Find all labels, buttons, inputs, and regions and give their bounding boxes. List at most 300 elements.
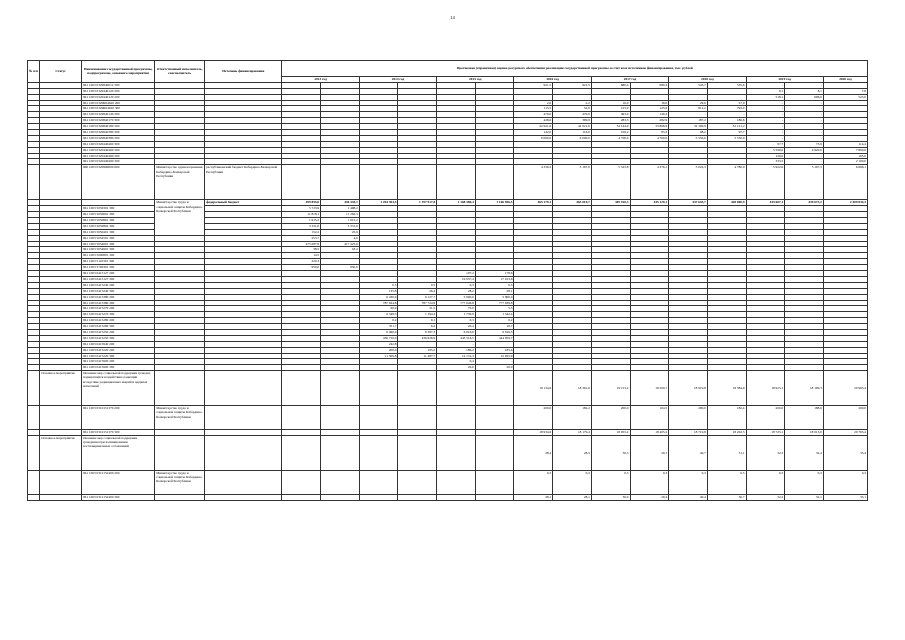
value-cell: 4 780,0 — [707, 165, 746, 200]
value-cell: 518,1 — [746, 94, 785, 100]
value-cell: 812,2 — [669, 106, 708, 112]
value-cell: 18 013,0 — [785, 430, 824, 436]
year-header: 2019 год — [746, 77, 823, 83]
value-cell: 0,3 — [823, 471, 867, 495]
value-cell: 0,2 — [359, 318, 398, 324]
code-cell: 961 1003 0415240 200 — [81, 282, 154, 288]
value-cell: 242,8 — [359, 341, 398, 347]
value-cell: - — [785, 112, 824, 118]
value-cell: 1 915,2 — [321, 218, 360, 224]
value-cell: - — [359, 271, 398, 277]
code-cell: 961 1003 0312152400 300 — [81, 495, 154, 501]
value-cell: 950,0 — [282, 265, 321, 271]
value-cell: 5,3 — [475, 306, 514, 312]
value-cell: 20,0 — [475, 365, 514, 371]
value-cell — [359, 406, 398, 430]
value-cell — [321, 165, 360, 200]
value-cell — [398, 436, 437, 471]
value-cell: - — [359, 276, 398, 282]
value-cell: 18 934,6 — [514, 430, 553, 436]
value-cell: 7 800,0 — [823, 147, 867, 153]
num-cell — [28, 406, 40, 430]
value-cell: 25,6 — [321, 229, 360, 235]
value-cell: 30,0 — [591, 495, 630, 501]
value-cell: 152,2 — [282, 229, 321, 235]
value-cell: 5 022,3 — [669, 165, 708, 200]
value-cell: 0,3 — [669, 471, 708, 495]
value-cell: 0,3 — [514, 471, 553, 495]
value-cell: 543,7 — [669, 82, 708, 88]
code-cell: 961 1003 0415127 300 — [81, 276, 154, 282]
value-cell: 0,3 — [553, 471, 592, 495]
source-cell — [205, 495, 282, 501]
header-num: № п/п — [28, 61, 40, 83]
value-cell: 28,1 — [514, 495, 553, 501]
value-cell: - — [785, 159, 824, 165]
value-cell: 777 639,8 — [475, 300, 514, 306]
executor-cell: Министерство труда и социальной защиты Кабардино-Балкарской Республики — [155, 200, 205, 235]
value-cell: 40,7 — [669, 436, 708, 471]
value-cell: - — [785, 153, 824, 159]
value-cell: - — [785, 130, 824, 136]
value-cell — [359, 436, 398, 471]
value-cell: 5 723,9 — [282, 206, 321, 212]
value-cell: 195,0 — [823, 153, 867, 159]
executor-cell: Министерство здравоохранения Кабардино-Балкарской Республики — [155, 165, 205, 200]
source-cell — [205, 406, 282, 430]
value-cell: 18 719,8 — [669, 430, 708, 436]
value-cell: 0,1 — [398, 318, 437, 324]
value-cell: 463 010,7 — [553, 200, 592, 206]
value-cell: 437 643,7 — [669, 200, 708, 206]
value-cell: 5 900,0 — [475, 294, 514, 300]
status-cell — [40, 471, 82, 495]
value-cell: 6 490,0 — [359, 329, 398, 335]
header-forecast: Прогнозная (справочная) оценка ресурсного обеспечения реализации государственной программы за счет всех источников финансирования, тыс. рублей — [282, 61, 868, 77]
value-cell: - — [746, 100, 785, 106]
value-cell: 29,6 — [669, 100, 708, 106]
value-cell: 182,4 — [707, 406, 746, 430]
code-cell: 961 1003 0415270 200 — [81, 306, 154, 312]
num-cell — [28, 165, 40, 200]
year-header: 2020 год — [823, 77, 867, 83]
value-cell: 6,4 — [398, 324, 437, 330]
header-status: Статус — [40, 61, 82, 83]
code-cell: 961 1003 5090801 300 — [81, 253, 154, 259]
code-cell: 961 1003 0415250 300 — [81, 335, 154, 341]
value-cell: 18 384,9 — [707, 371, 746, 406]
value-cell: 18 199,3 — [785, 371, 824, 406]
value-cell: 20,4 — [437, 324, 476, 330]
value-cell: 6 000,0 — [514, 135, 553, 141]
value-cell: 1 204 394,5 — [359, 200, 398, 206]
value-cell: 200,0 — [746, 406, 785, 430]
value-cell: 104,5 — [630, 406, 669, 430]
value-cell: 98,2 — [669, 130, 708, 136]
value-cell: 32 300,9 — [669, 124, 708, 130]
value-cell: 188,6 — [785, 406, 824, 430]
code-cell: 961 1003 0320840380 300 — [81, 135, 154, 141]
value-cell: 185,6 — [475, 347, 514, 353]
year-header: 2018 год — [669, 77, 746, 83]
value-cell: 3 331,6 — [321, 223, 360, 229]
value-cell: 28,1 — [553, 495, 592, 501]
value-cell: 282,9 — [630, 118, 669, 124]
code-cell: 961 1003 5050801 300 — [81, 218, 154, 224]
value-cell: - — [746, 82, 785, 88]
value-cell: - — [785, 118, 824, 124]
value-cell: 1 915,2 — [282, 218, 321, 224]
value-cell: 34 144,0 — [591, 124, 630, 130]
table-row — [28, 471, 868, 495]
value-cell: 449 910,3 — [591, 200, 630, 206]
value-cell: 149,4 — [630, 112, 669, 118]
header-source: Источник финансирования — [205, 61, 282, 83]
code-cell: 961 1003 5050401 300 — [81, 229, 154, 235]
value-cell: 20,0 — [437, 365, 476, 371]
status-cell — [40, 406, 82, 430]
value-cell — [475, 495, 514, 501]
value-cell: 116,0 — [553, 130, 592, 136]
value-cell: 220,3 — [282, 259, 321, 265]
value-cell — [282, 165, 321, 200]
value-cell: 16,0 — [630, 100, 669, 106]
value-cell: 5 323,8 — [591, 165, 630, 200]
value-cell: 1 166 956,5 — [475, 200, 514, 206]
status-cell: Основное мероприятие — [40, 436, 82, 471]
value-cell: 5 590,0 — [746, 147, 785, 153]
code-cell: 961 1003 0415380 200 — [81, 294, 154, 300]
value-cell — [437, 371, 476, 406]
value-cell: 6 349,3 — [359, 312, 398, 318]
value-cell: 19 134,6 — [514, 371, 553, 406]
value-cell: 333,5 — [746, 159, 785, 165]
year-header: 2014 год — [359, 77, 436, 83]
value-cell: 680,4 — [630, 82, 669, 88]
value-cell: 18 179,4 — [553, 430, 592, 436]
value-cell: 2,6 — [514, 100, 553, 106]
value-cell: 28,3 — [553, 436, 592, 471]
value-cell: 135,8 — [359, 288, 398, 294]
value-cell: 18 509,7 — [630, 371, 669, 406]
value-cell: 0,3 — [437, 318, 476, 324]
code-cell: 961 1003 5700391 300 — [81, 265, 154, 271]
value-cell: 443 607,1 — [746, 200, 785, 206]
value-cell: 32,5 — [746, 436, 785, 471]
value-cell: 28,2 — [437, 288, 476, 294]
value-cell: 14,5 — [282, 253, 321, 259]
value-cell — [282, 471, 321, 495]
value-cell — [398, 406, 437, 430]
value-cell: 436 626,9 — [398, 335, 437, 341]
value-cell: 0,3 — [707, 471, 746, 495]
value-cell: 52,9 — [553, 106, 592, 112]
value-cell: 3 331,6 — [282, 223, 321, 229]
value-cell: 32,4 — [785, 436, 824, 471]
value-cell — [282, 495, 321, 501]
value-cell: 8,1 — [746, 88, 785, 94]
value-cell: 42 921,6 — [553, 124, 592, 130]
value-cell: 28,4 — [514, 436, 553, 471]
value-cell: 18 361,6 — [553, 371, 592, 406]
value-cell — [437, 495, 476, 501]
value-cell — [359, 495, 398, 501]
value-cell: 0,3 — [591, 471, 630, 495]
value-cell — [475, 371, 514, 406]
value-cell: 200,0 — [514, 406, 553, 430]
source-cell — [205, 436, 282, 471]
code-cell: 961 1003 0310151370 300 — [81, 430, 154, 436]
value-cell — [398, 371, 437, 406]
num-cell — [28, 495, 40, 501]
value-cell: 777 646,8 — [437, 300, 476, 306]
value-cell: 4,6 — [321, 235, 360, 241]
value-cell — [321, 406, 360, 430]
executor-cell: Министерство труда и социальной защиты Кабардино-Балкарской Республики — [155, 471, 205, 495]
value-cell: 32,1 — [785, 495, 824, 501]
value-cell: 200,0 — [591, 406, 630, 430]
value-cell: 11 509,8 — [359, 353, 398, 359]
value-cell: 493,0 — [591, 112, 630, 118]
value-cell — [359, 165, 398, 200]
value-cell: - — [707, 112, 746, 118]
value-cell — [437, 406, 476, 430]
value-cell: 21,5 — [398, 306, 437, 312]
value-cell: 16,0 — [591, 100, 630, 106]
value-cell: 1 194,4 — [398, 312, 437, 318]
value-cell: 30,7 — [707, 495, 746, 501]
code-cell: 961 1003 0320440490 300 — [81, 159, 154, 165]
num-cell — [28, 371, 40, 406]
value-cell: 8,1 — [785, 88, 824, 94]
value-cell: 200,0 — [359, 347, 398, 353]
value-cell: 30,3 — [591, 436, 630, 471]
value-cell: 29,4 — [630, 495, 669, 501]
value-cell: 33,4 — [823, 436, 867, 471]
code-cell: 961 1003 0320840170 300 — [81, 118, 154, 124]
value-cell: 283,3 — [591, 118, 630, 124]
code-cell: 961 1003 0415127 200 — [81, 271, 154, 277]
value-cell: 4 330,2 — [514, 165, 553, 200]
value-cell — [398, 165, 437, 200]
value-cell: 20 963,4 — [823, 371, 867, 406]
value-cell: 38,5 — [282, 247, 321, 253]
code-cell: 961 1003 5054691 300 — [81, 241, 154, 247]
value-cell: - — [321, 253, 360, 259]
value-cell: 6 397,3 — [398, 329, 437, 335]
value-cell: 475 687,9 — [282, 241, 321, 247]
value-cell: 12 055,9 — [475, 353, 514, 359]
value-cell: - — [475, 359, 514, 365]
value-cell: - — [746, 118, 785, 124]
value-cell: 6 666,1 — [823, 165, 867, 200]
value-cell — [321, 495, 360, 501]
value-cell: - — [746, 124, 785, 130]
value-cell: 120,0 — [746, 153, 785, 159]
value-cell: 70,0 — [437, 306, 476, 312]
value-cell: 26,4 — [398, 288, 437, 294]
code-cell: 961 1003 5050691 300 — [81, 212, 154, 218]
value-cell: 0,3 — [437, 282, 476, 288]
value-cell: 0,2 — [475, 318, 514, 324]
value-cell: 5 550,0 — [707, 135, 746, 141]
code-cell: 961 1003 0320440120 200 — [81, 88, 154, 94]
value-cell: 6 127,7 — [398, 294, 437, 300]
value-cell: 106,2 — [591, 130, 630, 136]
value-cell: 787 024,8 — [359, 300, 398, 306]
code-cell: 961 1003 0415280 300 — [81, 324, 154, 330]
name-cell: Оказание мер социальной поддержки граждан, подвергшихся воздействию радиации вследствие радиационных аварий и ядерных испытаний — [81, 371, 154, 406]
code-cell: 961 1003 0320440490 200 — [81, 153, 154, 159]
value-cell: 195,2 — [398, 347, 437, 353]
num-cell — [28, 471, 40, 495]
value-cell: 680,4 — [591, 82, 630, 88]
code-cell: 961 1003 0320840012 300 — [81, 82, 154, 88]
value-cell: 31,1 — [707, 436, 746, 471]
value-cell: 142,0 — [514, 130, 553, 136]
value-cell: 97,7 — [746, 141, 785, 147]
code-cell: 961 1003 5054591 300 — [81, 235, 154, 241]
value-cell — [359, 471, 398, 495]
value-cell — [321, 436, 360, 471]
value-cell: 200,0 — [823, 406, 867, 430]
source-cell: федеральный бюджет — [205, 200, 282, 206]
value-cell: 125,9 — [630, 106, 669, 112]
value-cell — [282, 406, 321, 430]
code-cell: 961 1003 0320R04620 200 — [81, 100, 154, 106]
value-cell: 6 430,0 — [359, 294, 398, 300]
table-header — [28, 61, 868, 83]
value-cell: 2,2 — [553, 100, 592, 106]
value-cell: 309,9 — [553, 118, 592, 124]
value-cell: - — [785, 124, 824, 130]
value-cell: 1 197 917,8 — [398, 200, 437, 206]
value-cell — [475, 165, 514, 200]
code-cell: 961 1003 0310151370 200 — [81, 406, 154, 430]
value-cell: 417 425,6 — [321, 241, 360, 247]
code-cell: 961 1003 0415250 200 — [81, 329, 154, 335]
code-cell: 961 1003 0320R04620 300 — [81, 106, 154, 112]
value-cell: 197,2 — [437, 271, 476, 277]
value-cell: 2 100,0 — [823, 159, 867, 165]
header-name: Наименование государственной программы, подпрограммы, основного мероприятия — [81, 61, 154, 83]
value-cell: 0,5 — [359, 282, 398, 288]
value-cell: - — [669, 112, 708, 118]
value-cell: 200,0 — [669, 406, 708, 430]
value-cell: 5 900,0 — [437, 294, 476, 300]
value-cell: 787 724,9 — [398, 300, 437, 306]
value-cell: 33 866,9 — [630, 124, 669, 130]
value-cell: 499 855,0 — [282, 200, 321, 206]
table-row — [28, 165, 868, 200]
value-cell: 921,5 — [553, 82, 592, 88]
value-cell: 182,2 — [553, 406, 592, 430]
value-cell: 443 516,5 — [437, 335, 476, 341]
value-cell: 428,6 — [514, 118, 553, 124]
value-cell: 18 725,1 — [746, 430, 785, 436]
value-cell: - — [746, 135, 785, 141]
code-cell: 961 1003 0415220 300 — [81, 353, 154, 359]
value-cell: 18 405,2 — [630, 430, 669, 436]
value-cell: 444 959,7 — [475, 335, 514, 341]
value-cell: 7,8 — [823, 88, 867, 94]
value-cell: - — [437, 341, 476, 347]
code-cell: 961 1003 0415240 300 — [81, 288, 154, 294]
value-cell: 4 700,0 — [630, 135, 669, 141]
header-executor: Ответственный исполнитель, соисполнитель — [155, 61, 205, 83]
value-cell: 11 487,7 — [398, 353, 437, 359]
code-cell: 961 1003 0415940 200 — [81, 341, 154, 347]
value-cell: 187,2 — [669, 118, 708, 124]
value-cell: 0,3 — [475, 282, 514, 288]
code-cell: 961 1003 0415380 300 — [81, 300, 154, 306]
code-cell: 961 1003 0415270 300 — [81, 312, 154, 318]
value-cell: 33,1 — [823, 495, 867, 501]
value-cell: 32,2 — [746, 495, 785, 501]
value-cell: - — [785, 106, 824, 112]
value-cell: 535,6 — [707, 82, 746, 88]
value-cell: 113,5 — [514, 106, 553, 112]
value-cell: 0,5 — [398, 282, 437, 288]
code-cell: 961 1003 0320840140 300 — [81, 112, 154, 118]
code-cell: 961 1003 0320440120 200 — [81, 94, 154, 100]
value-cell: 12 131,3 — [437, 353, 476, 359]
value-cell: 1 542,4 — [475, 312, 514, 318]
value-cell: 83,2 — [630, 130, 669, 136]
value-cell: 351,7 — [359, 324, 398, 330]
value-cell: 32 121,2 — [707, 124, 746, 130]
value-cell: 950,0 — [321, 265, 360, 271]
code-cell: 961 1003 0320440460 300 — [81, 147, 154, 153]
value-cell — [359, 371, 398, 406]
value-cell: 19 153,2 — [591, 371, 630, 406]
value-cell: - — [746, 106, 785, 112]
value-cell — [475, 436, 514, 471]
financing-table — [27, 60, 868, 501]
year-header: 2015 год — [437, 77, 514, 83]
value-cell: 793,0 — [707, 106, 746, 112]
code-cell: 961 1003 0415280 200 — [81, 318, 154, 324]
value-cell — [437, 471, 476, 495]
code-cell: 961 1003 0415220 200 — [81, 347, 154, 353]
value-cell: 439 673,2 — [785, 200, 824, 206]
table-body — [28, 82, 868, 500]
value-cell: 18 925,1 — [746, 371, 785, 406]
value-cell: 114,4 — [823, 141, 867, 147]
value-cell: 28,1 — [475, 288, 514, 294]
value-cell — [282, 436, 321, 471]
value-cell: 17 913,6 — [475, 276, 514, 282]
value-cell: 436 343,1 — [321, 200, 360, 206]
value-cell: 27,9 — [707, 100, 746, 106]
value-cell: 4 920,0 — [785, 147, 824, 153]
value-cell: 465 179,1 — [514, 200, 553, 206]
value-cell: 4 376,1 — [630, 165, 669, 200]
value-cell: 60,0 — [359, 306, 398, 312]
code-cell: 961 1003 5050802 300 — [81, 223, 154, 229]
value-cell: 18 953,2 — [591, 430, 630, 436]
value-cell: 1 739,9 — [437, 312, 476, 318]
value-cell: 445 129,1 — [630, 200, 669, 206]
page-number: 14 — [450, 15, 455, 20]
value-cell: 2 409 834,3 — [823, 200, 867, 206]
code-cell: 961 1003 5050391 300 — [81, 206, 154, 212]
source-cell — [205, 371, 282, 406]
value-cell: 696,0 — [785, 94, 824, 100]
year-header: 2017 год — [591, 77, 668, 83]
table-row — [28, 406, 868, 430]
value-cell: 178,6 — [475, 271, 514, 277]
